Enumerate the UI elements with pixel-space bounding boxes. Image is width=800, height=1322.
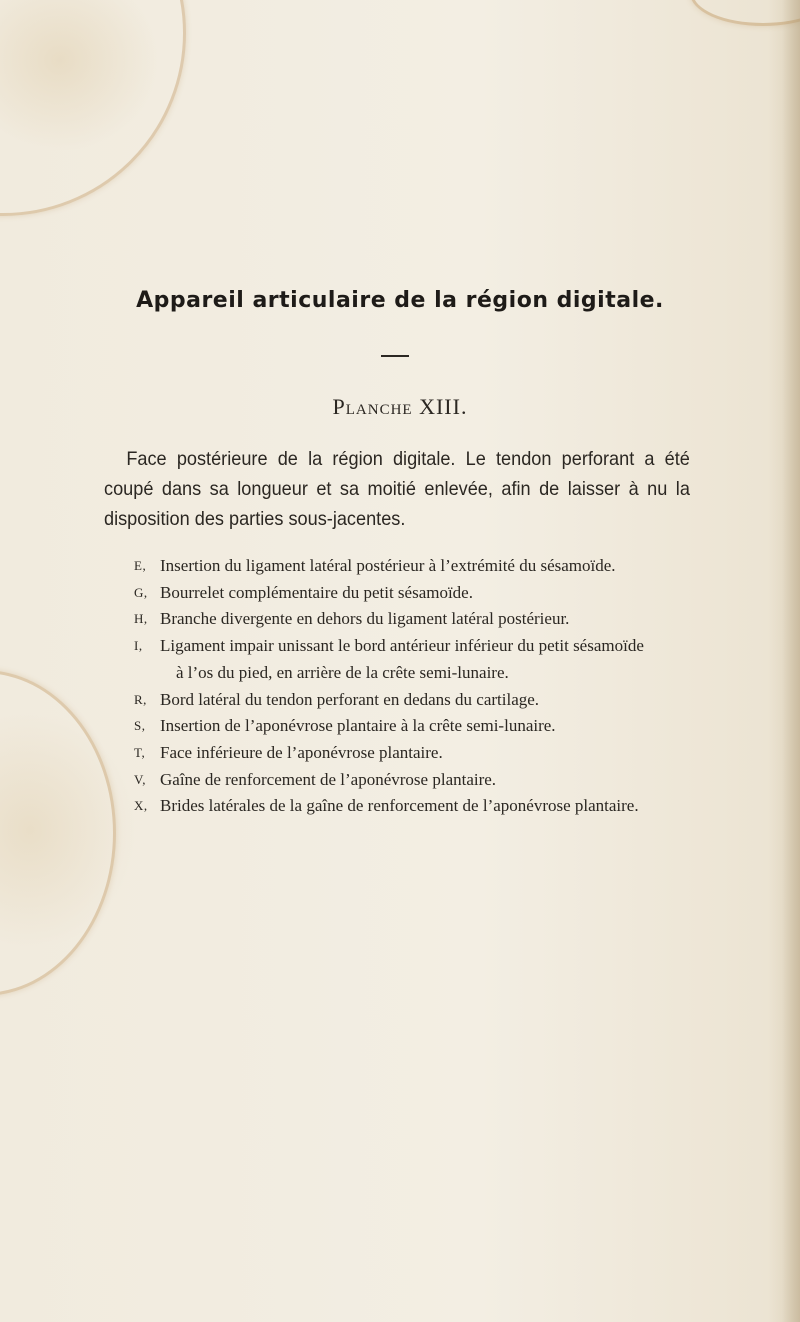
legend-item (134, 740, 694, 767)
legend-letter: G, (134, 584, 148, 600)
page-edge-shadow (782, 0, 800, 1322)
legend-letter: H, (134, 611, 148, 627)
legend-text: Ligament impair unissant le bord antérieur inférieur du petit sésamoïde (160, 636, 644, 656)
legend-item (134, 606, 694, 633)
page-title: Appareil articulaire de la région digitale. (136, 288, 664, 313)
legend-item (134, 553, 694, 580)
legend-letter: V, (134, 771, 146, 787)
legend-list (134, 553, 694, 820)
legend-letter: I, (134, 638, 143, 654)
plate-description: Face postérieure de la région digitale. Le tendon perforant a été coupé dans sa longueur et sa moitié enlevée, afin de laisser à nu la disposition des parties sous-jacentes. (104, 448, 690, 530)
legend-text: Bord latéral du tendon perforant en dedans du cartilage. (160, 689, 540, 709)
legend-letter: R, (134, 691, 147, 707)
legend-item (134, 687, 694, 714)
legend-text: Bourrelet complémentaire du petit sésamoïde. (160, 582, 473, 602)
legend-text: Face inférieure de l’aponévrose plantaire. (160, 742, 443, 762)
legend-item (134, 767, 694, 794)
legend-text: Brides latérales de la gaîne de renforcement de l’aponévrose plantaire. (160, 796, 639, 816)
legend-item (134, 793, 694, 820)
title-divider (381, 355, 409, 357)
legend-letter: S, (134, 718, 146, 734)
legend-item (134, 633, 694, 686)
legend-item (134, 580, 694, 607)
legend-letter: X, (134, 798, 148, 814)
plate-heading: Planche XIII. (332, 394, 468, 419)
legend-text: Branche divergente en dehors du ligament latéral postérieur. (160, 609, 570, 629)
legend-text: Gaîne de renforcement de l’aponévrose plantaire. (160, 769, 497, 789)
legend-text-continuation: à l’os du pied, en arrière de la crête semi-lunaire. (176, 662, 509, 682)
water-stain (0, 670, 116, 996)
water-stain (0, 0, 186, 216)
legend-item (134, 713, 694, 740)
legend-letter: T, (134, 744, 146, 760)
legend-text: Insertion du ligament latéral postérieur à l’extrémité du sésamoïde. (160, 556, 616, 575)
legend-letter: E, (134, 558, 147, 573)
legend-text: Insertion de l’aponévrose plantaire à la crête semi-lunaire. (160, 716, 556, 736)
